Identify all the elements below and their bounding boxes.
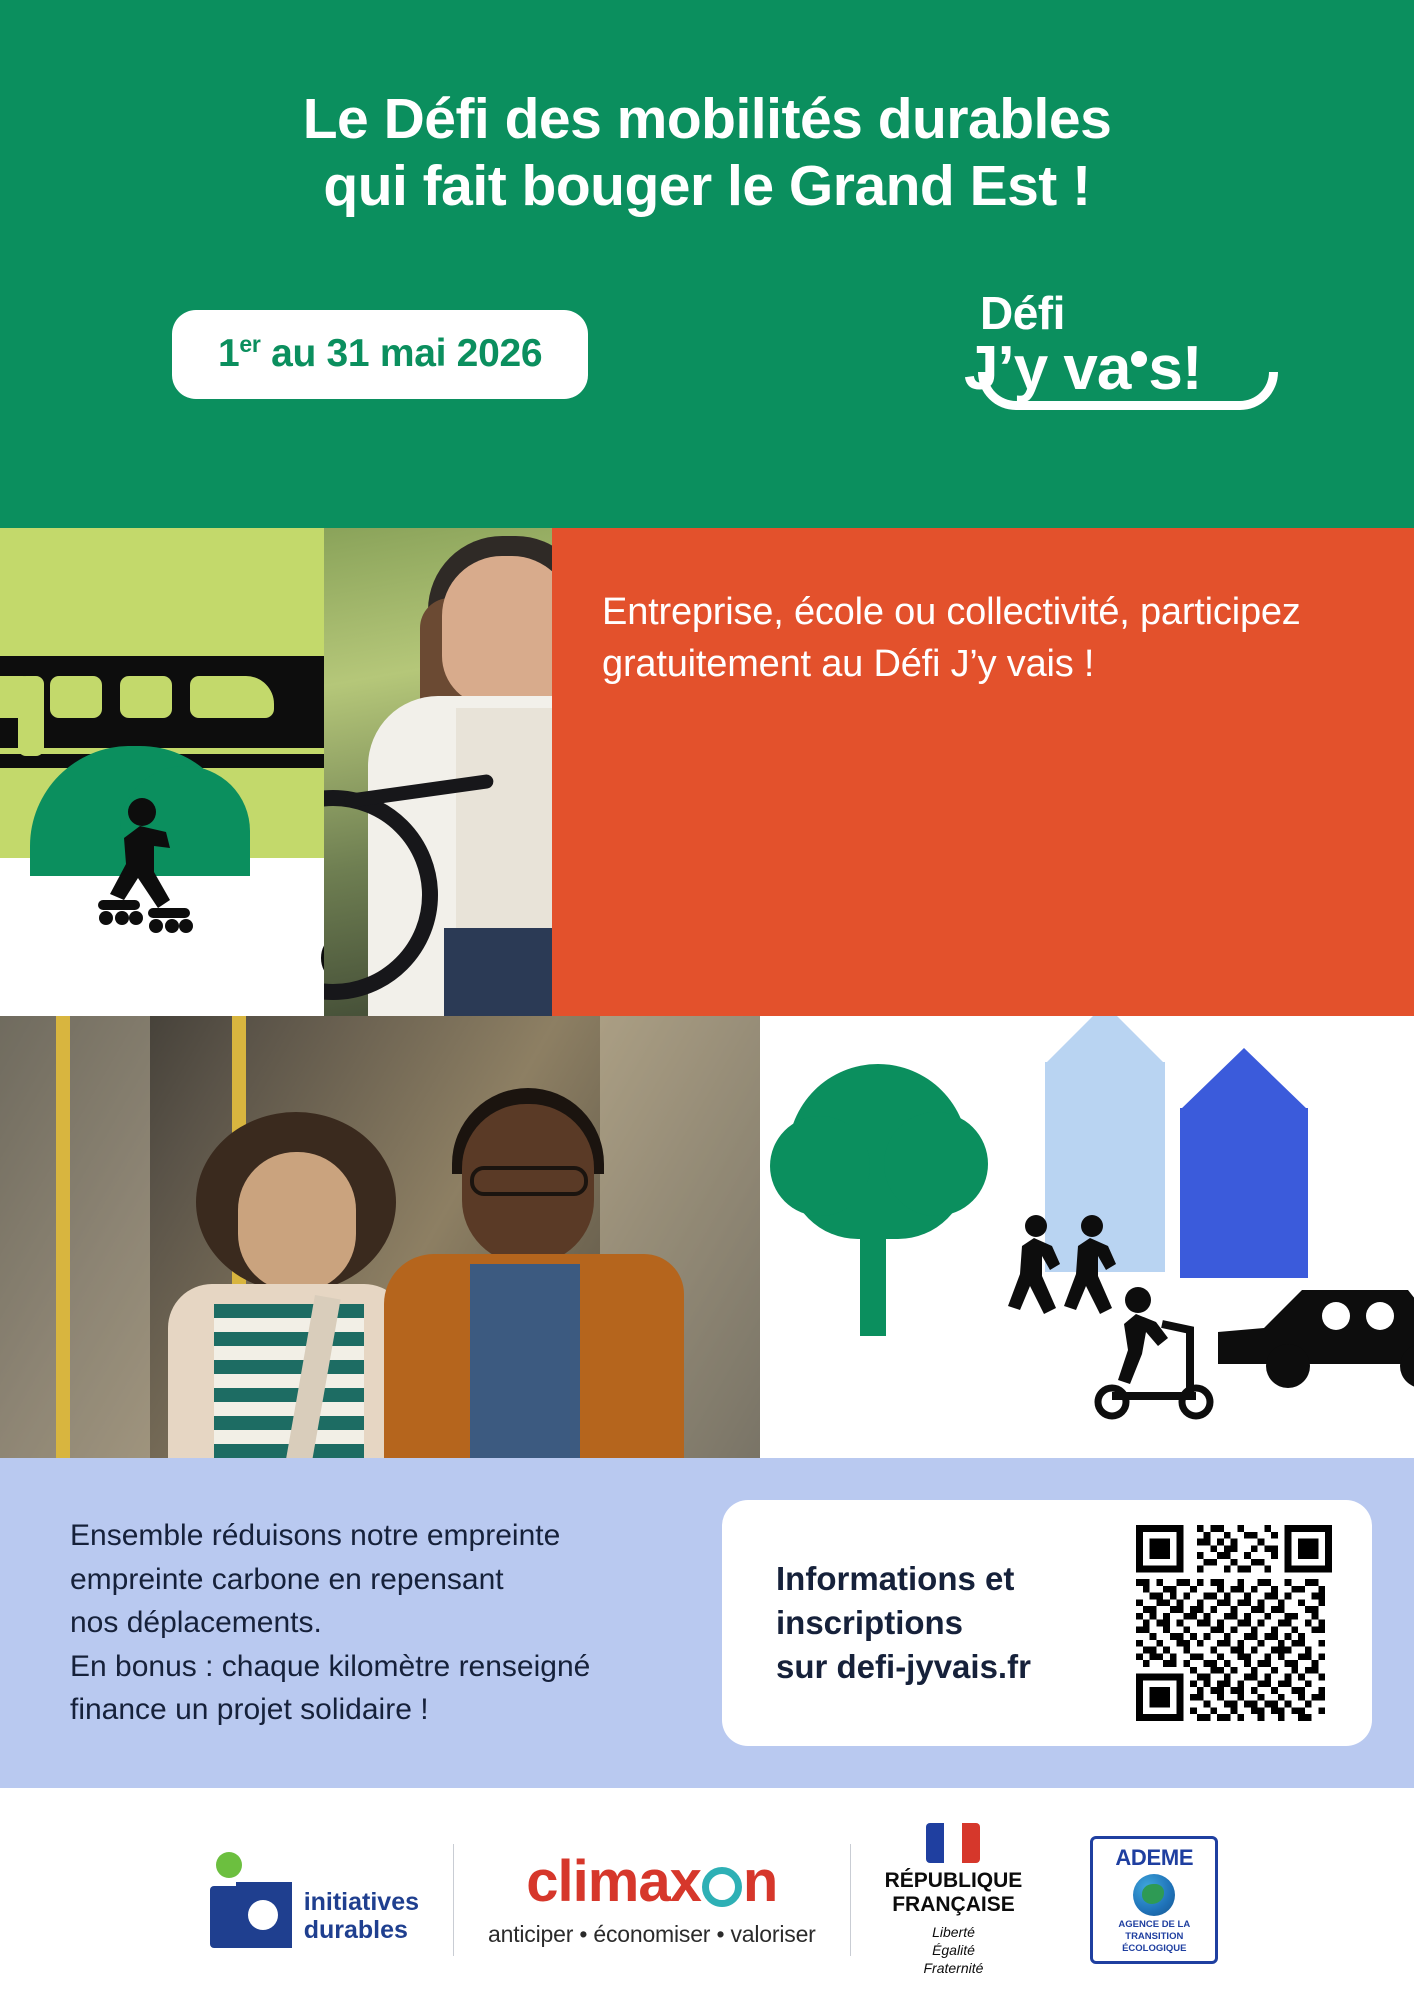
logo-dot-icon bbox=[1131, 351, 1147, 367]
collage-band-top bbox=[0, 528, 1414, 1016]
info-card-line: Informations et bbox=[776, 1560, 1015, 1598]
info-line: finance un projet solidaire ! bbox=[70, 1693, 429, 1727]
bus-window bbox=[0, 1016, 150, 1458]
scooter-icon bbox=[1090, 1284, 1230, 1424]
date-badge bbox=[172, 310, 588, 399]
flag-white bbox=[944, 1823, 962, 1863]
ademe-name: ADEME bbox=[1115, 1845, 1194, 1871]
logo-initiatives-durables bbox=[162, 1835, 453, 1965]
info-card bbox=[722, 1500, 1372, 1746]
house-roof bbox=[1180, 1048, 1308, 1110]
collage-band-bottom bbox=[0, 1016, 1414, 1458]
person-head bbox=[442, 556, 552, 706]
motto-line-1: Liberté bbox=[932, 1923, 975, 1940]
id-bowl-hole bbox=[248, 1900, 278, 1930]
page-title bbox=[0, 0, 1414, 221]
photo-cyclist bbox=[324, 528, 552, 1016]
id-logo-line-1: initiatives bbox=[303, 1888, 420, 1916]
striped-shirt bbox=[214, 1304, 364, 1458]
info-card-text bbox=[748, 1557, 1078, 1689]
motto-line-2: Égalité bbox=[932, 1942, 975, 1959]
info-line: nos déplacements. bbox=[70, 1606, 322, 1640]
bus-pole bbox=[56, 1016, 70, 1458]
republique-motto bbox=[885, 1923, 1023, 1978]
date-rest: au 31 mai 2026 bbox=[260, 332, 543, 375]
tree-lobe bbox=[884, 1112, 988, 1216]
climaxion-ring-icon bbox=[702, 1867, 742, 1907]
climaxion-part-a: clima bbox=[526, 1848, 670, 1914]
logo-climaxion bbox=[454, 1835, 850, 1965]
climaxion-part-c: n bbox=[742, 1848, 778, 1914]
date-prefix: 1 bbox=[218, 332, 240, 375]
climaxion-wordmark bbox=[526, 1848, 778, 1914]
logo-line-1: Défi bbox=[980, 287, 1065, 339]
defi-jyvais-logo bbox=[964, 287, 1294, 403]
id-logo-icon bbox=[196, 1852, 292, 1948]
ademe-sub-line-1: AGENCE DE LA bbox=[1118, 1919, 1191, 1931]
id-dot bbox=[216, 1852, 242, 1878]
info-band bbox=[0, 1458, 1414, 1788]
motto-line-3: Fraternité bbox=[923, 1960, 984, 1977]
climaxion-x: x bbox=[669, 1848, 701, 1914]
person-head bbox=[238, 1152, 356, 1292]
qr-code[interactable] bbox=[1136, 1525, 1332, 1721]
ademe-sub-line-2: TRANSITION bbox=[1125, 1931, 1184, 1943]
tree-icon bbox=[788, 1064, 968, 1239]
id-logo-text bbox=[304, 1888, 419, 1948]
ademe-sub-line-3: ÉCOLOGIQUE bbox=[1122, 1942, 1187, 1954]
info-line: Ensemble réduisons notre empreinte bbox=[70, 1519, 561, 1553]
train-window bbox=[190, 676, 274, 718]
glasses bbox=[470, 1166, 588, 1196]
roller-skater-icon bbox=[96, 796, 216, 936]
logo-ademe bbox=[1056, 1835, 1252, 1965]
info-card-line: sur defi-jyvais.fr bbox=[776, 1647, 1031, 1685]
house-roof bbox=[1045, 1016, 1165, 1064]
globe-icon bbox=[1133, 1874, 1175, 1916]
logo-swoosh-icon bbox=[978, 372, 1278, 410]
house-icon bbox=[1180, 1108, 1308, 1278]
illustration-train-cell bbox=[0, 528, 324, 1016]
orange-message-text: Entreprise, école ou collectivité, participez gratuitement au Défi J’y vais ! bbox=[602, 591, 1301, 686]
info-line: empreinte carbone en repensant bbox=[70, 1562, 504, 1596]
illustration-city-cell bbox=[760, 1016, 1414, 1458]
train-window bbox=[50, 676, 102, 718]
info-left-text bbox=[70, 1514, 730, 1732]
train-window bbox=[120, 676, 172, 718]
logo-line-2-b: s! bbox=[1148, 334, 1202, 403]
logo-republique-francaise bbox=[851, 1835, 1057, 1977]
poster-header bbox=[0, 0, 1414, 528]
id-logo-line-2: durables bbox=[303, 1916, 408, 1944]
title-line-1: Le Défi des mobilités durables bbox=[302, 87, 1112, 151]
flag-blue bbox=[926, 1823, 944, 1863]
info-line: En bonus : chaque kilomètre renseigné bbox=[70, 1649, 591, 1683]
shirt bbox=[470, 1264, 580, 1458]
train-door bbox=[18, 676, 44, 756]
logo-line-2 bbox=[964, 334, 1202, 403]
jeans bbox=[444, 928, 552, 1016]
partner-logos-footer bbox=[0, 1788, 1414, 2000]
orange-message-block bbox=[552, 528, 1414, 1016]
republique-title bbox=[885, 1869, 1023, 1917]
climaxion-tagline: anticiper • économiser • valoriser bbox=[488, 1920, 816, 1947]
ademe-subtitle bbox=[1118, 1919, 1190, 1955]
logo-line-2-a: J’y va bbox=[964, 334, 1131, 403]
republique-line-2: FRANÇAISE bbox=[892, 1892, 1015, 1916]
republique-line-1: RÉPUBLIQUE bbox=[884, 1868, 1023, 1892]
top bbox=[456, 708, 552, 938]
photo-bus-passengers bbox=[0, 1016, 760, 1458]
tree-lobe bbox=[770, 1116, 870, 1216]
title-line-2: qui fait bouger le Grand Est ! bbox=[323, 154, 1091, 219]
info-card-line: inscriptions bbox=[776, 1604, 964, 1642]
french-flag-icon bbox=[885, 1823, 1023, 1863]
flag-red bbox=[962, 1823, 980, 1863]
date-superscript: er bbox=[239, 331, 261, 357]
car-icon bbox=[1212, 1268, 1414, 1408]
